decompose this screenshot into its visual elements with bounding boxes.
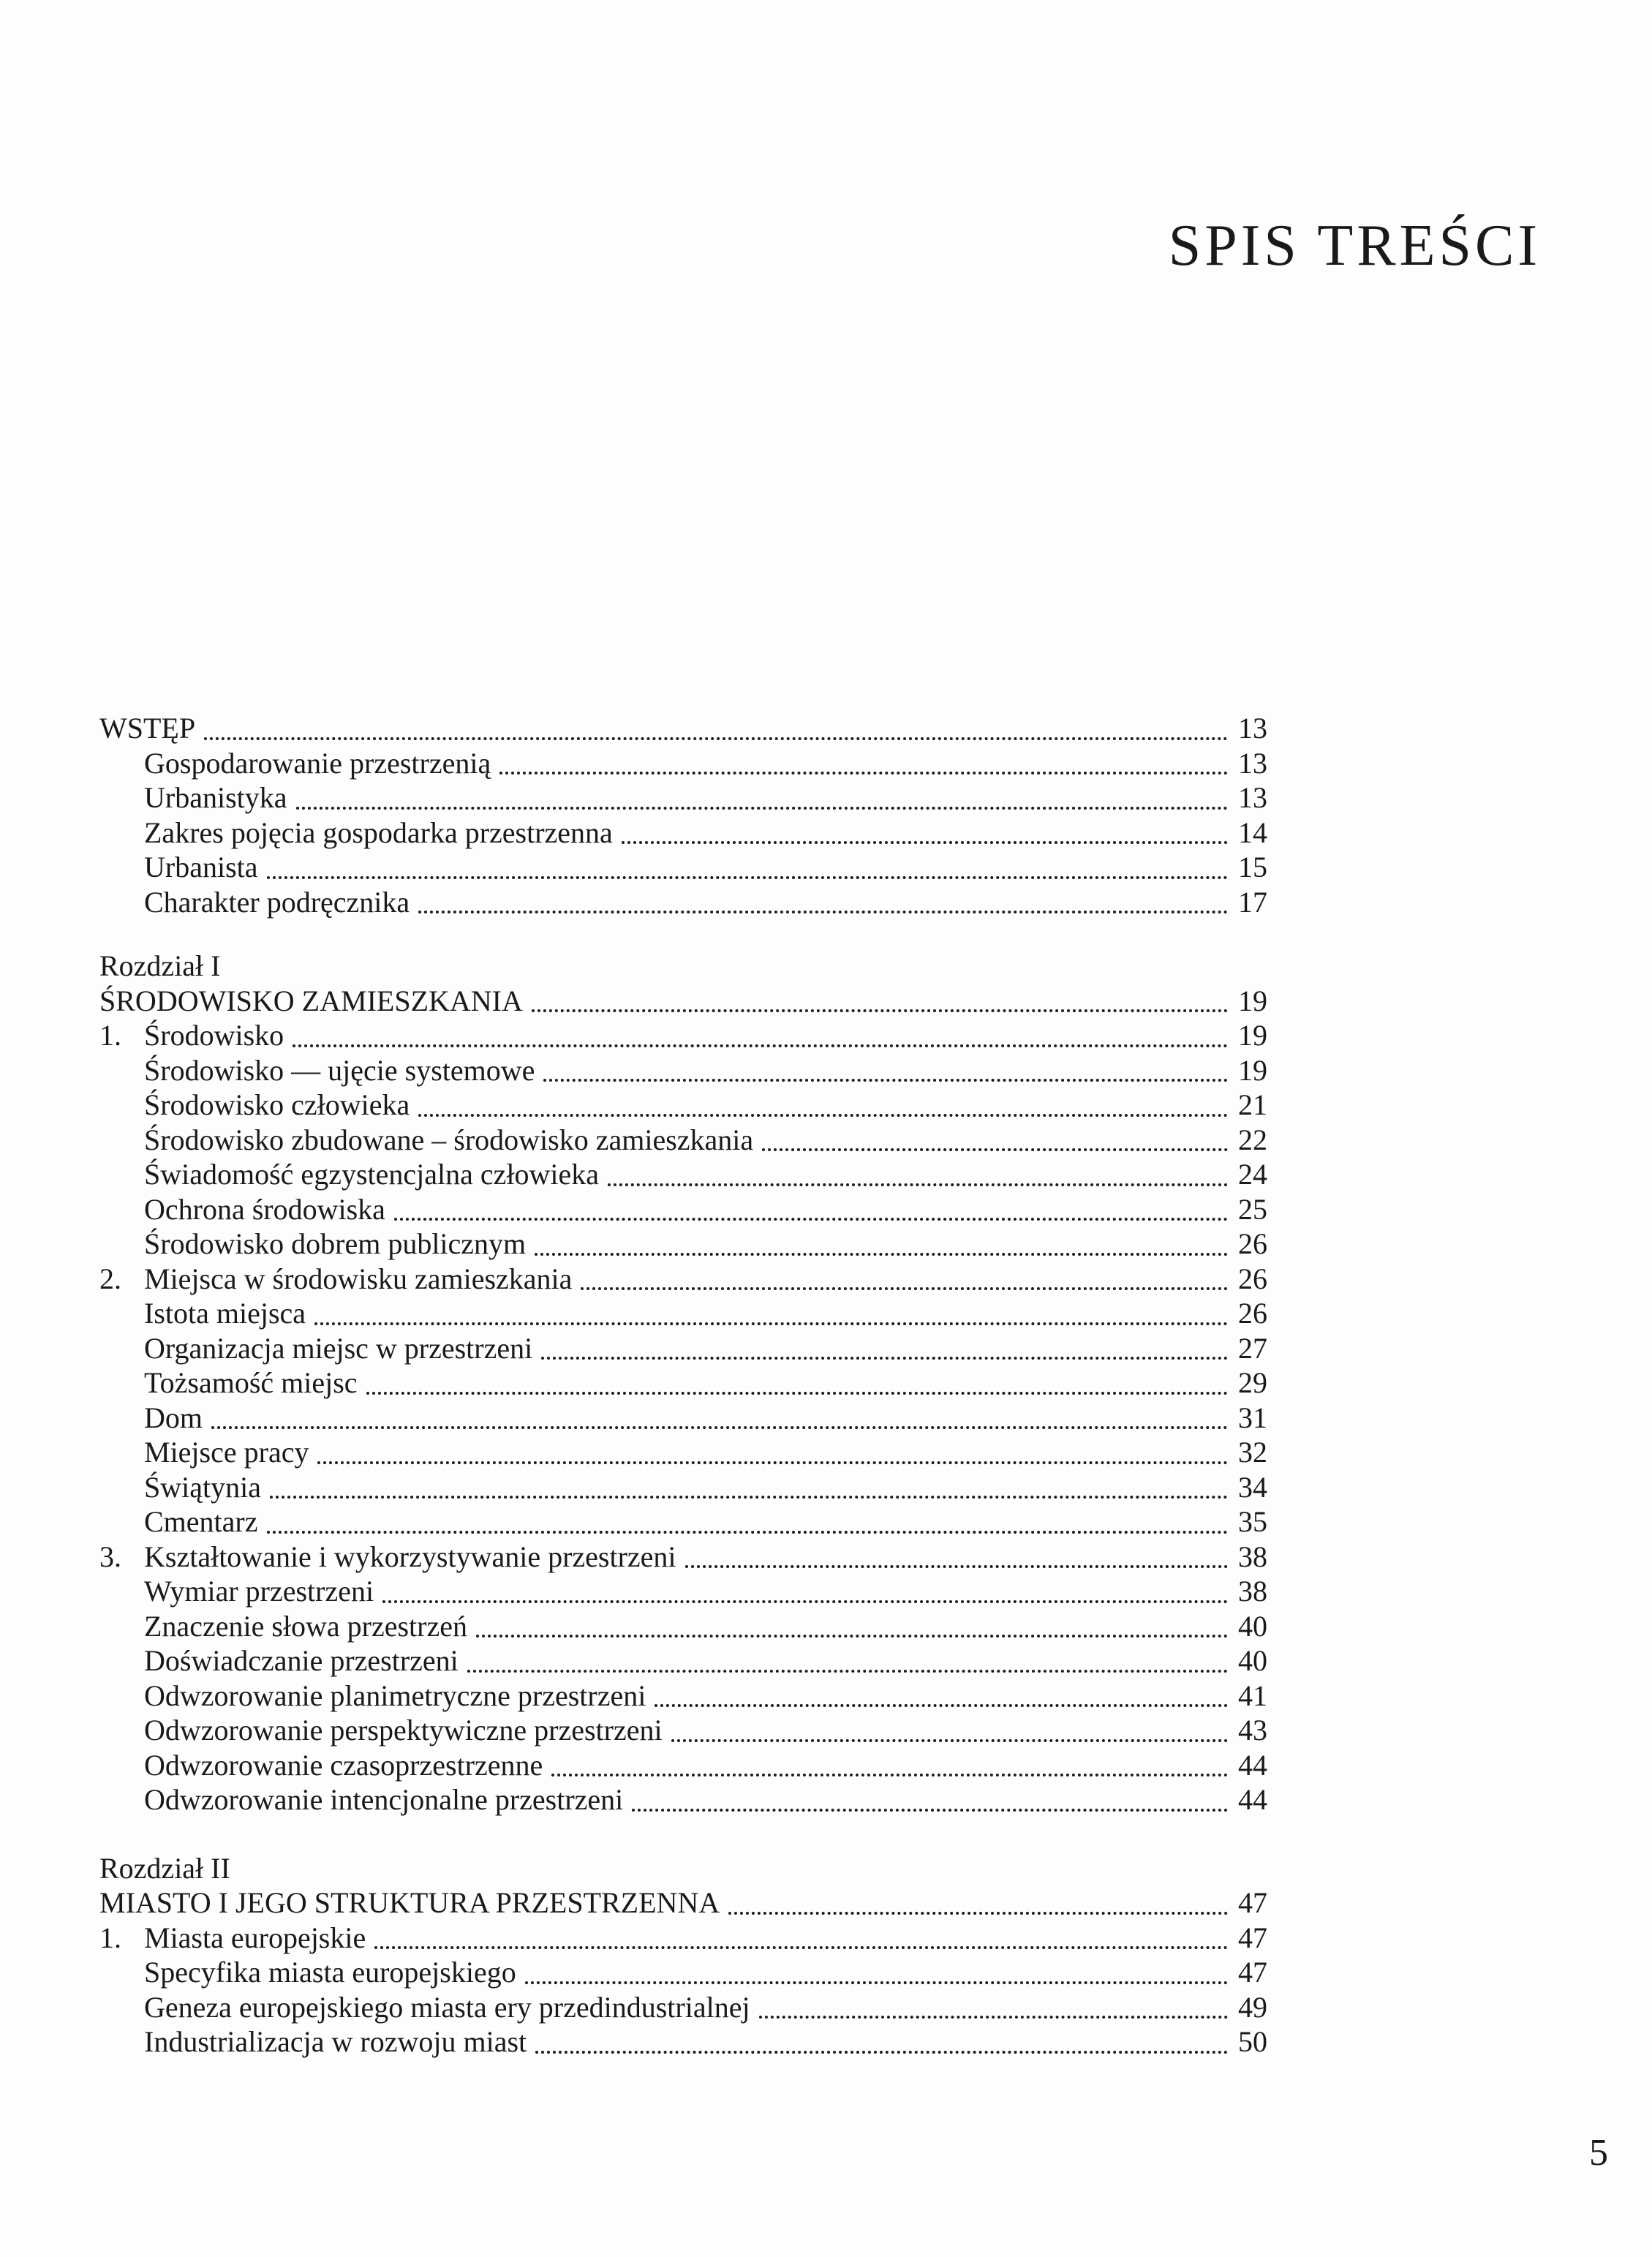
- entry-title: Istota miejsca: [144, 1297, 306, 1330]
- entry-number: [99, 1609, 144, 1644]
- toc-entry-row: [99, 984, 1267, 1019]
- toc-entry-row: [99, 1504, 1267, 1540]
- toc-entry-row: [99, 1955, 1267, 1990]
- entry-page-number: 13: [1238, 746, 1267, 780]
- dot-leader: [535, 1227, 1228, 1256]
- entry-number: 2.: [99, 1262, 121, 1295]
- entry-number: [99, 1748, 144, 1783]
- entry-page-number: 13: [1238, 781, 1267, 814]
- entry-page-number: 29: [1238, 1366, 1267, 1399]
- entry-title: Charakter podręcznika: [144, 885, 410, 919]
- entry-page-number: 21: [1238, 1088, 1267, 1121]
- dot-leader: [762, 1123, 1228, 1152]
- entry-number: [99, 1088, 144, 1123]
- page-number: 5: [1589, 2132, 1608, 2174]
- entry-page-number: 35: [1238, 1505, 1267, 1538]
- entry-number: 1.: [99, 1019, 121, 1052]
- entry-page-number: 15: [1238, 851, 1267, 883]
- entry-page-number: 27: [1238, 1331, 1267, 1365]
- toc-entry-row: [99, 1401, 1267, 1436]
- entry-title: Świadomość egzystencjalna człowieka: [144, 1158, 599, 1191]
- dot-leader: [685, 1540, 1228, 1569]
- dot-leader: [293, 1018, 1228, 1047]
- entry-number: [99, 1192, 144, 1227]
- dot-leader: [296, 780, 1228, 810]
- dot-leader: [543, 1053, 1228, 1082]
- dot-leader: [476, 1609, 1228, 1638]
- entry-page-number: 50: [1238, 2025, 1267, 2058]
- entry-title: Cmentarz: [144, 1505, 258, 1538]
- entry-number: [99, 1157, 144, 1192]
- dot-leader: [608, 1157, 1228, 1186]
- toc-entry-row: [99, 1088, 1267, 1123]
- toc-entry-row: [99, 1574, 1267, 1609]
- entry-number: [99, 2024, 144, 2060]
- toc-entry-row: [99, 1609, 1267, 1644]
- toc-entry-row: [99, 780, 1267, 815]
- entry-number: 1.: [99, 1921, 121, 1954]
- dot-leader: [267, 850, 1228, 879]
- dot-leader: [267, 1504, 1229, 1534]
- dot-leader: [314, 1296, 1228, 1325]
- table-of-contents: [99, 711, 1267, 2060]
- entry-title: Kształtowanie i wykorzystywanie przestrzeni: [144, 1540, 676, 1573]
- entry-title: Ochrona środowiska: [144, 1192, 385, 1226]
- entry-page-number: 24: [1238, 1158, 1267, 1191]
- toc-entry-row: [99, 2024, 1267, 2060]
- toc-entry-row: [99, 1192, 1267, 1227]
- entry-title: MIASTO I JEGO STRUKTURA PRZESTRZENNA: [99, 1886, 720, 1919]
- dot-leader: [366, 1365, 1228, 1395]
- dot-leader: [499, 746, 1228, 775]
- entry-title: Tożsamość miejsc: [144, 1366, 358, 1399]
- dot-leader: [394, 1192, 1228, 1221]
- dot-leader: [759, 1990, 1228, 2019]
- entry-page-number: 38: [1238, 1540, 1267, 1573]
- entry-title: Doświadczanie przestrzeni: [144, 1644, 459, 1677]
- toc-entry-row: [99, 1990, 1267, 2025]
- entry-number: [99, 1574, 144, 1609]
- dot-leader: [622, 815, 1228, 845]
- toc-entry-row: [99, 1157, 1267, 1192]
- toc-section: [99, 711, 1267, 919]
- toc-section: [99, 1851, 1267, 2060]
- entry-title: Zakres pojęcia gospodarka przestrzenna: [144, 815, 613, 849]
- chapter-label-row: [99, 949, 1267, 984]
- entry-number: [99, 1504, 144, 1540]
- entry-page-number: 40: [1238, 1609, 1267, 1643]
- entry-number: [99, 1331, 144, 1366]
- toc-entry-row: [99, 1123, 1267, 1158]
- entry-page-number: 34: [1238, 1470, 1267, 1504]
- dot-leader: [525, 1955, 1228, 1984]
- entry-page-number: 44: [1238, 1783, 1267, 1816]
- toc-entry-row: [99, 1885, 1267, 1921]
- entry-number: [99, 1401, 144, 1436]
- toc-entry-row: [99, 1921, 1267, 1956]
- entry-page-number: 47: [1238, 1886, 1267, 1919]
- entry-number: [99, 746, 144, 781]
- entry-page-number: 13: [1238, 712, 1267, 745]
- entry-page-number: 38: [1238, 1575, 1267, 1608]
- entry-number: [99, 1713, 144, 1748]
- entry-title: Miejsce pracy: [144, 1436, 309, 1469]
- toc-entry-row: [99, 1331, 1267, 1366]
- dot-leader: [541, 1331, 1228, 1360]
- entry-number: [99, 1227, 144, 1262]
- entry-page-number: 22: [1238, 1123, 1267, 1156]
- dot-leader: [374, 1921, 1228, 1950]
- entry-page-number: 26: [1238, 1297, 1267, 1330]
- dot-leader: [671, 1713, 1228, 1742]
- toc-entry-row: [99, 1470, 1267, 1505]
- entry-title: Geneza europejskiego miasta ery przedindustrialnej: [144, 1990, 750, 2024]
- entry-title: Środowisko: [144, 1019, 284, 1052]
- dot-leader: [532, 984, 1228, 1013]
- dot-leader: [270, 1470, 1228, 1499]
- entry-page-number: 41: [1238, 1678, 1267, 1712]
- entry-number: [99, 780, 144, 815]
- entry-page-number: 49: [1238, 1990, 1267, 2024]
- dot-leader: [655, 1678, 1228, 1708]
- entry-title: Środowisko — ujęcie systemowe: [144, 1053, 535, 1087]
- entry-page-number: 47: [1238, 1921, 1267, 1954]
- entry-page-number: 44: [1238, 1748, 1267, 1782]
- entry-title: WSTĘP: [99, 712, 196, 745]
- entry-number: [99, 1053, 144, 1088]
- entry-number: [99, 1678, 144, 1714]
- entry-title: Urbanistyka: [144, 781, 287, 814]
- entry-page-number: 47: [1238, 1956, 1267, 1989]
- entry-page-number: 19: [1238, 1053, 1267, 1087]
- entry-title: Środowisko człowieka: [144, 1088, 410, 1121]
- entry-page-number: 17: [1238, 885, 1267, 919]
- toc-entry-row: [99, 711, 1267, 746]
- dot-leader: [211, 1401, 1228, 1430]
- toc-entry-row: [99, 1713, 1267, 1748]
- entry-number: 3.: [99, 1540, 121, 1573]
- dot-leader: [551, 1748, 1228, 1777]
- chapter-label-row: [99, 1851, 1267, 1886]
- toc-entry-row: [99, 815, 1267, 851]
- chapter-label: Rozdział II: [99, 1851, 230, 1885]
- entry-title: Świątynia: [144, 1470, 261, 1504]
- entry-page-number: 19: [1238, 1019, 1267, 1052]
- dot-leader: [317, 1435, 1228, 1464]
- toc-entry-row: [99, 885, 1267, 920]
- entry-title: Miejsca w środowisku zamieszkania: [144, 1262, 573, 1295]
- entry-title: Środowisko dobrem publicznym: [144, 1227, 527, 1260]
- entry-title: Dom: [144, 1401, 203, 1434]
- entry-title: Miasta europejskie: [144, 1921, 366, 1954]
- chapter-label: Rozdział I: [99, 949, 221, 982]
- toc-entry-row: [99, 1435, 1267, 1470]
- entry-number: [99, 1365, 144, 1401]
- entry-number: [99, 1470, 144, 1505]
- entry-title: Środowisko zbudowane – środowisko zamieszkania: [144, 1123, 754, 1156]
- toc-entry-row: [99, 1296, 1267, 1331]
- entry-page-number: 40: [1238, 1644, 1267, 1677]
- entry-title: Gospodarowanie przestrzenią: [144, 746, 491, 780]
- toc-entry-row: [99, 1053, 1267, 1088]
- dot-leader: [418, 885, 1228, 914]
- entry-page-number: 19: [1238, 984, 1267, 1017]
- entry-number: [99, 1990, 144, 2025]
- entry-title: Organizacja miejsc w przestrzeni: [144, 1331, 533, 1365]
- toc-entry-row: [99, 1365, 1267, 1401]
- entry-title: Wymiar przestrzeni: [144, 1575, 374, 1608]
- entry-page-number: 26: [1238, 1227, 1267, 1260]
- entry-title: Urbanista: [144, 851, 258, 883]
- entry-number: [99, 1643, 144, 1678]
- dot-leader: [204, 711, 1228, 740]
- toc-section: [99, 949, 1267, 1817]
- dot-leader: [728, 1885, 1228, 1915]
- toc-entry-row: [99, 1678, 1267, 1714]
- entry-number: [99, 1955, 144, 1990]
- entry-page-number: 14: [1238, 815, 1267, 849]
- entry-number: [99, 1782, 144, 1817]
- entry-title: Odwzorowanie perspektywiczne przestrzeni: [144, 1714, 663, 1747]
- dot-leader: [535, 2024, 1228, 2054]
- dot-leader: [382, 1574, 1228, 1603]
- toc-entry-row: [99, 1540, 1267, 1575]
- entry-title: Znaczenie słowa przestrzeń: [144, 1609, 467, 1643]
- entry-number: [99, 815, 144, 851]
- entry-title: Odwzorowanie czasoprzestrzenne: [144, 1748, 543, 1782]
- toc-entry-row: [99, 1018, 1267, 1053]
- dot-leader: [467, 1643, 1228, 1673]
- entry-title: Odwzorowanie planimetryczne przestrzeni: [144, 1678, 646, 1712]
- entry-title: Odwzorowanie intencjonalne przestrzeni: [144, 1783, 624, 1816]
- dot-leader: [418, 1088, 1228, 1117]
- entry-number: [99, 885, 144, 920]
- dot-leader: [581, 1262, 1228, 1291]
- toc-entry-row: [99, 1748, 1267, 1783]
- entry-page-number: 32: [1238, 1436, 1267, 1469]
- entry-title: Specyfika miasta europejskiego: [144, 1956, 516, 1989]
- entry-number: [99, 1123, 144, 1158]
- toc-entry-row: [99, 1262, 1267, 1297]
- entry-page-number: 25: [1238, 1192, 1267, 1226]
- page-title: SPIS TREŚCI: [1168, 213, 1541, 278]
- entry-number: [99, 1435, 144, 1470]
- dot-leader: [632, 1782, 1228, 1812]
- toc-entry-row: [99, 1782, 1267, 1817]
- entry-page-number: 26: [1238, 1262, 1267, 1295]
- toc-entry-row: [99, 1227, 1267, 1262]
- toc-entry-row: [99, 850, 1267, 885]
- entry-page-number: 43: [1238, 1714, 1267, 1747]
- entry-number: [99, 850, 144, 885]
- toc-entry-row: [99, 1643, 1267, 1678]
- entry-title: ŚRODOWISKO ZAMIESZKANIA: [99, 984, 523, 1017]
- entry-number: [99, 1296, 144, 1331]
- entry-title: Industrializacja w rozwoju miast: [144, 2025, 527, 2058]
- toc-entry-row: [99, 746, 1267, 781]
- entry-page-number: 31: [1238, 1401, 1267, 1434]
